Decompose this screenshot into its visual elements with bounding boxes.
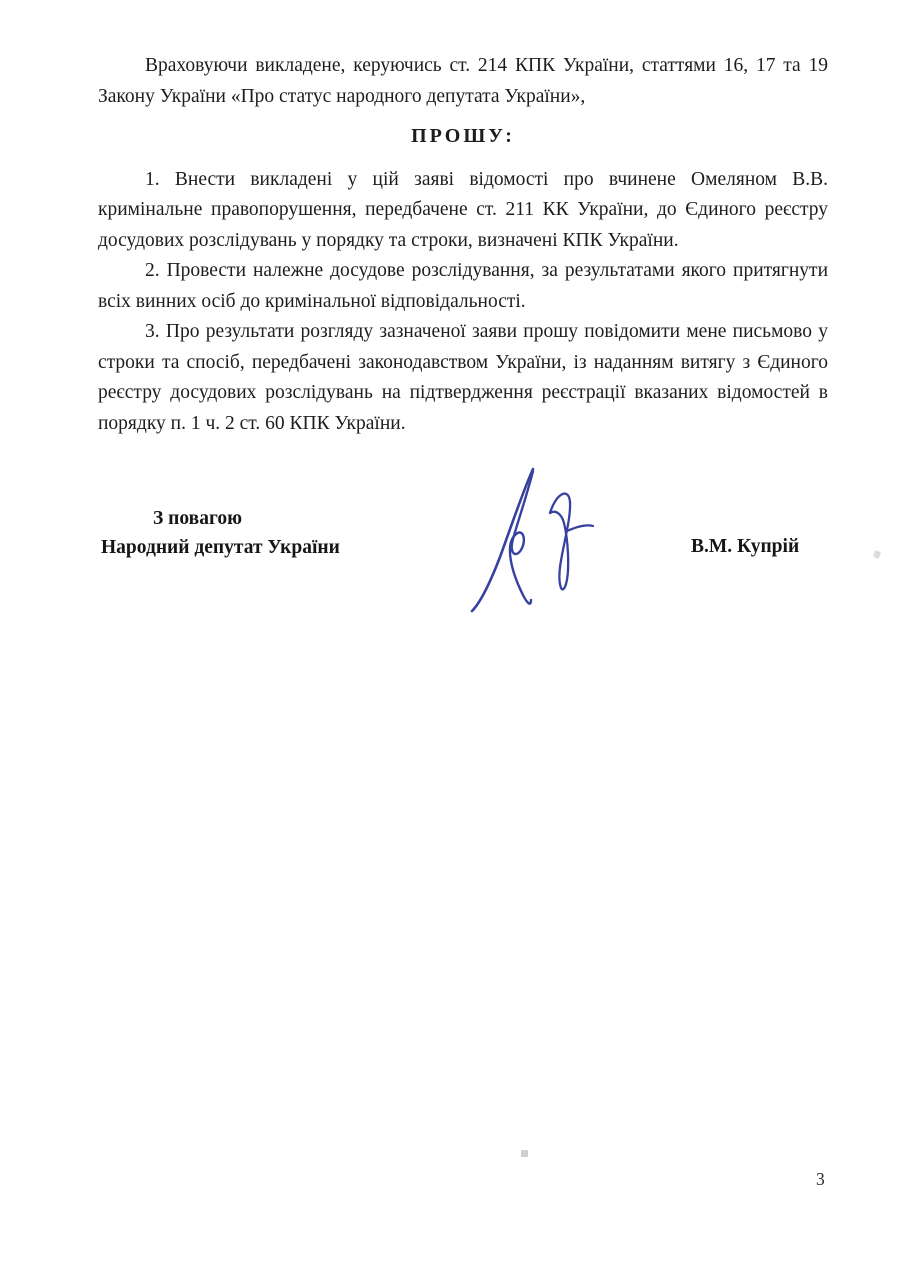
request-item-3: 3. Про результати розгляду зазначеної заяви прошу повідомити мене письмово у строки та спосіб, передбачені законодавством України, із наданням витягу з Єдиного реєстру досудових розслідувань на підтвердження реєстрації вказаних відомостей в порядку п. 1 ч. 2 ст. 60 КПК України.	[98, 321, 828, 434]
signer-title: Народний депутат України	[101, 537, 340, 558]
request-item-2: 2. Провести належне досудове розслідування, за результатами якого притягнути всіх винних осіб до кримінальної відповідальності.	[98, 260, 828, 312]
document-body	[98, 51, 828, 439]
page-number: 3	[816, 1169, 825, 1189]
scan-artifact	[873, 550, 881, 559]
request-heading: ПРОШУ:	[411, 125, 515, 147]
scan-artifact	[521, 1150, 528, 1157]
signer-name: В.М. Купрій	[691, 536, 800, 557]
intro-paragraph: Враховуючи викладене, керуючись ст. 214 КПК України, статтями 16, 17 та 19 Закону України «Про статус народного депутата України»,	[98, 55, 828, 107]
handwritten-signature-icon	[466, 461, 598, 619]
request-item-1: 1. Внести викладені у цій заяві відомості про вчинене Омеляном В.В. кримінальне правопорушення, передбачене ст. 211 КК України, до Єдиного реєстру досудових розслідувань у порядку та строки, визначені КПК України.	[98, 168, 828, 251]
closing-salutation: З повагою	[153, 508, 242, 529]
